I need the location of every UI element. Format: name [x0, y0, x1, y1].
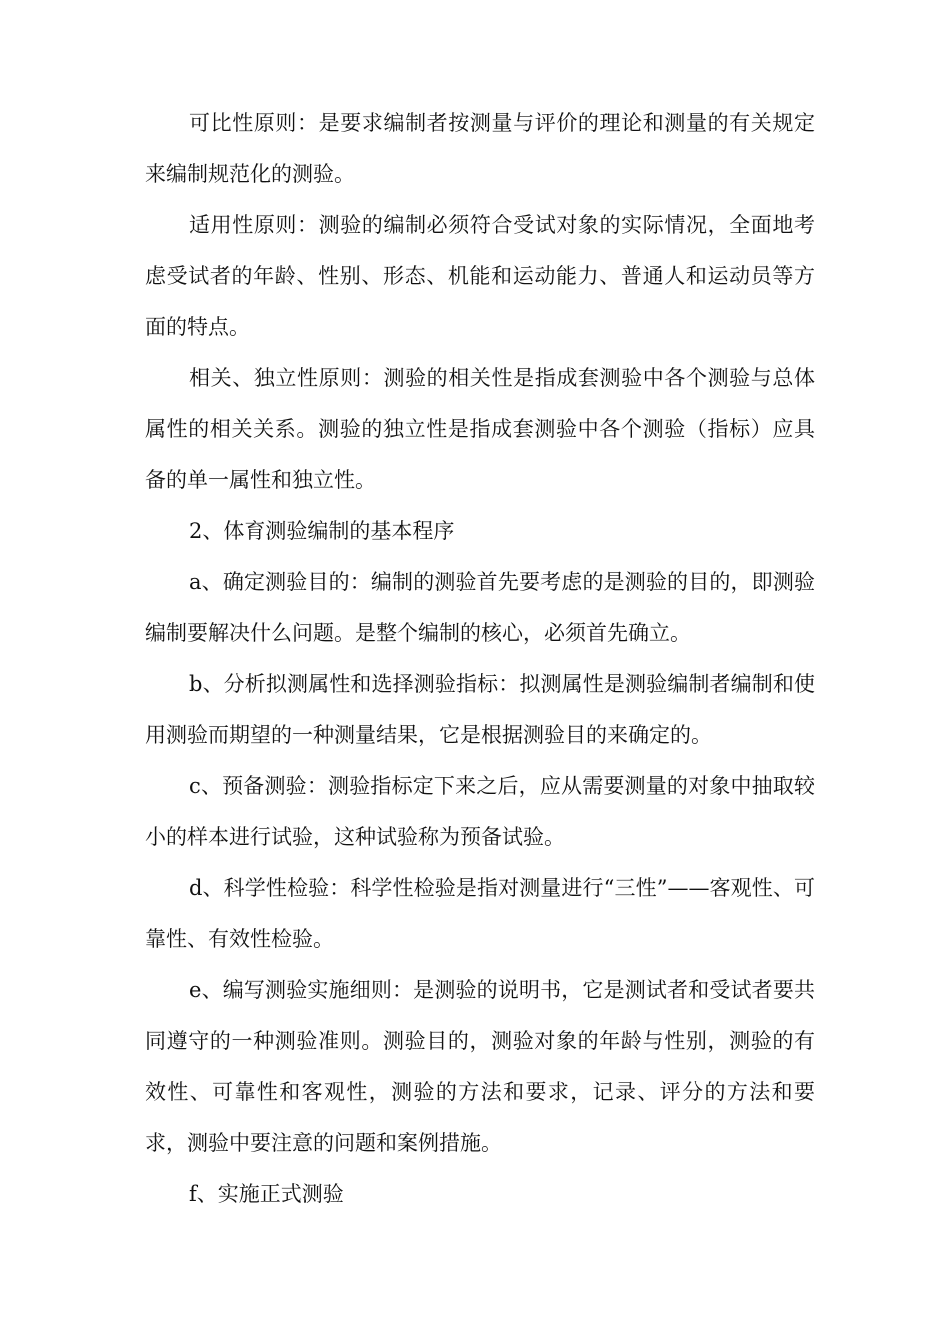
paragraph-step-d: d、科学性检验：科学性检验是指对测量进行“三性”——客观性、可靠性、有效性检验。 — [145, 876, 815, 951]
paragraph-step-f: f、实施正式测验 — [189, 1182, 344, 1206]
paragraph-applicability-principle: 适用性原则：测验的编制必须符合受试对象的实际情况，全面地考虑受试者的年龄、性别、形态、机能和运动能力、普通人和运动员等方面的特点。 — [145, 213, 815, 339]
paragraph-correlation-independence-principle: 相关、独立性原则：测验的相关性是指成套测验中各个测验与总体属性的相关关系。测验的独立性是指成套测验中各个测验（指标）应具备的单一属性和独立性。 — [145, 366, 815, 492]
section-heading-basic-procedure: 2、体育测验编制的基本程序 — [189, 519, 455, 543]
document-body — [145, 98, 815, 1220]
paragraph-step-e: e、编写测验实施细则：是测验的说明书，它是测试者和受试者要共同遵守的一种测验准则。测验目的，测验对象的年龄与性别，测验的有效性、可靠性和客观性，测验的方法和要求，记录、评分的方法和要求，测验中要注意的问题和案例措施。 — [145, 978, 815, 1155]
paragraph-comparability-principle: 可比性原则：是要求编制者按测量与评价的理论和测量的有关规定来编制规范化的测验。 — [145, 111, 815, 186]
paragraph-step-a: a、确定测验目的：编制的测验首先要考虑的是测验的目的，即测验编制要解决什么问题。是整个编制的核心，必须首先确立。 — [145, 570, 815, 645]
paragraph-step-c: c、预备测验：测验指标定下来之后，应从需要测量的对象中抽取较小的样本进行试验，这种试验称为预备试验。 — [145, 774, 815, 849]
paragraph-step-b: b、分析拟测属性和选择测验指标：拟测属性是测验编制者编制和使用测验而期望的一种测量结果，它是根据测验目的来确定的。 — [145, 672, 815, 747]
